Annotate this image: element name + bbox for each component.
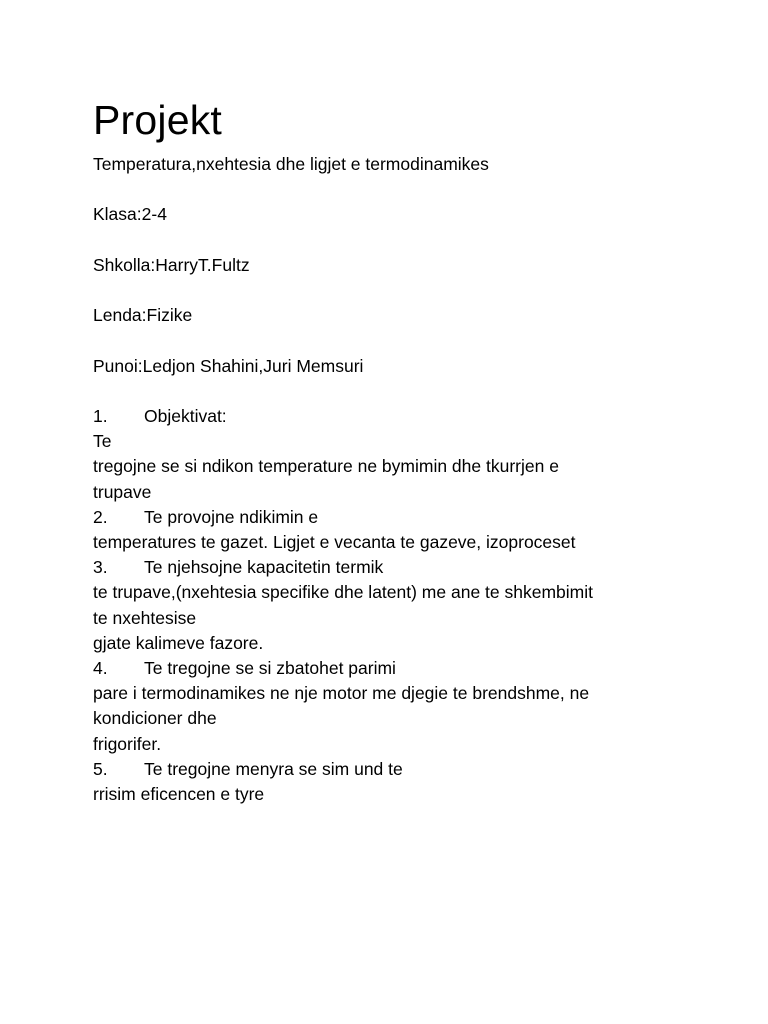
objective-heading <box>93 555 693 580</box>
objective-line: frigorifer. <box>93 733 162 754</box>
objective-heading-text: Te provojne ndikimin e <box>144 506 319 527</box>
objective-line: trupave <box>93 481 152 502</box>
objective-heading <box>93 757 693 782</box>
spacer <box>93 379 693 404</box>
objective-line: rrisim eficencen e tyre <box>93 784 265 804</box>
objective-heading-text: Te tregojne se si zbatohet parimi <box>144 657 396 678</box>
objective-line: Te <box>93 431 112 452</box>
spacer <box>93 278 693 303</box>
objective-heading <box>93 404 693 429</box>
spacer <box>93 328 693 353</box>
objective-number: 5. <box>93 758 108 779</box>
objective-heading-text: Te tregojne menyra se sim und te <box>144 758 403 779</box>
objective-number: 1. <box>93 405 108 426</box>
objective-heading <box>93 505 693 530</box>
objective-heading <box>93 656 693 681</box>
shkolla-line: Shkolla:HarryT.Fultz <box>93 254 250 275</box>
objective-number: 3. <box>93 557 108 578</box>
objective-line: tregojne se si ndikon temperature ne bymimin dhe tkurrjen e <box>93 456 559 477</box>
objective-line: gjate kalimeve fazore. <box>93 632 264 653</box>
objective-heading-text: Te njehsojne kapacitetin termik <box>144 557 384 578</box>
document-subtitle: Temperatura,nxehtesia dhe ligjet e termodinamikes <box>93 154 489 174</box>
spacer <box>93 228 693 253</box>
objective-line: kondicioner dhe <box>93 708 217 729</box>
lenda-line: Lenda:Fizike <box>93 305 193 326</box>
objective-line: pare i termodinamikes ne nje motor me djegie te brendshme, ne <box>93 683 590 704</box>
klasa-line: Klasa:2-4 <box>93 204 167 225</box>
spacer <box>93 177 693 202</box>
document-page <box>93 96 693 807</box>
objective-number: 2. <box>93 506 108 527</box>
objective-line: temperatures te gazet. Ligjet e vecanta te gazeve, izoproceset <box>93 531 576 552</box>
objective-line: te nxehtesise <box>93 607 197 628</box>
punoi-line: Punoi:Ledjon Shahini,Juri Memsuri <box>93 355 364 376</box>
document-title: Projekt <box>93 97 223 143</box>
objective-heading-text: Objektivat: <box>144 405 227 426</box>
objective-number: 4. <box>93 657 108 678</box>
objective-line: te trupave,(nxehtesia specifike dhe latent) me ane te shkembimit <box>93 582 593 603</box>
